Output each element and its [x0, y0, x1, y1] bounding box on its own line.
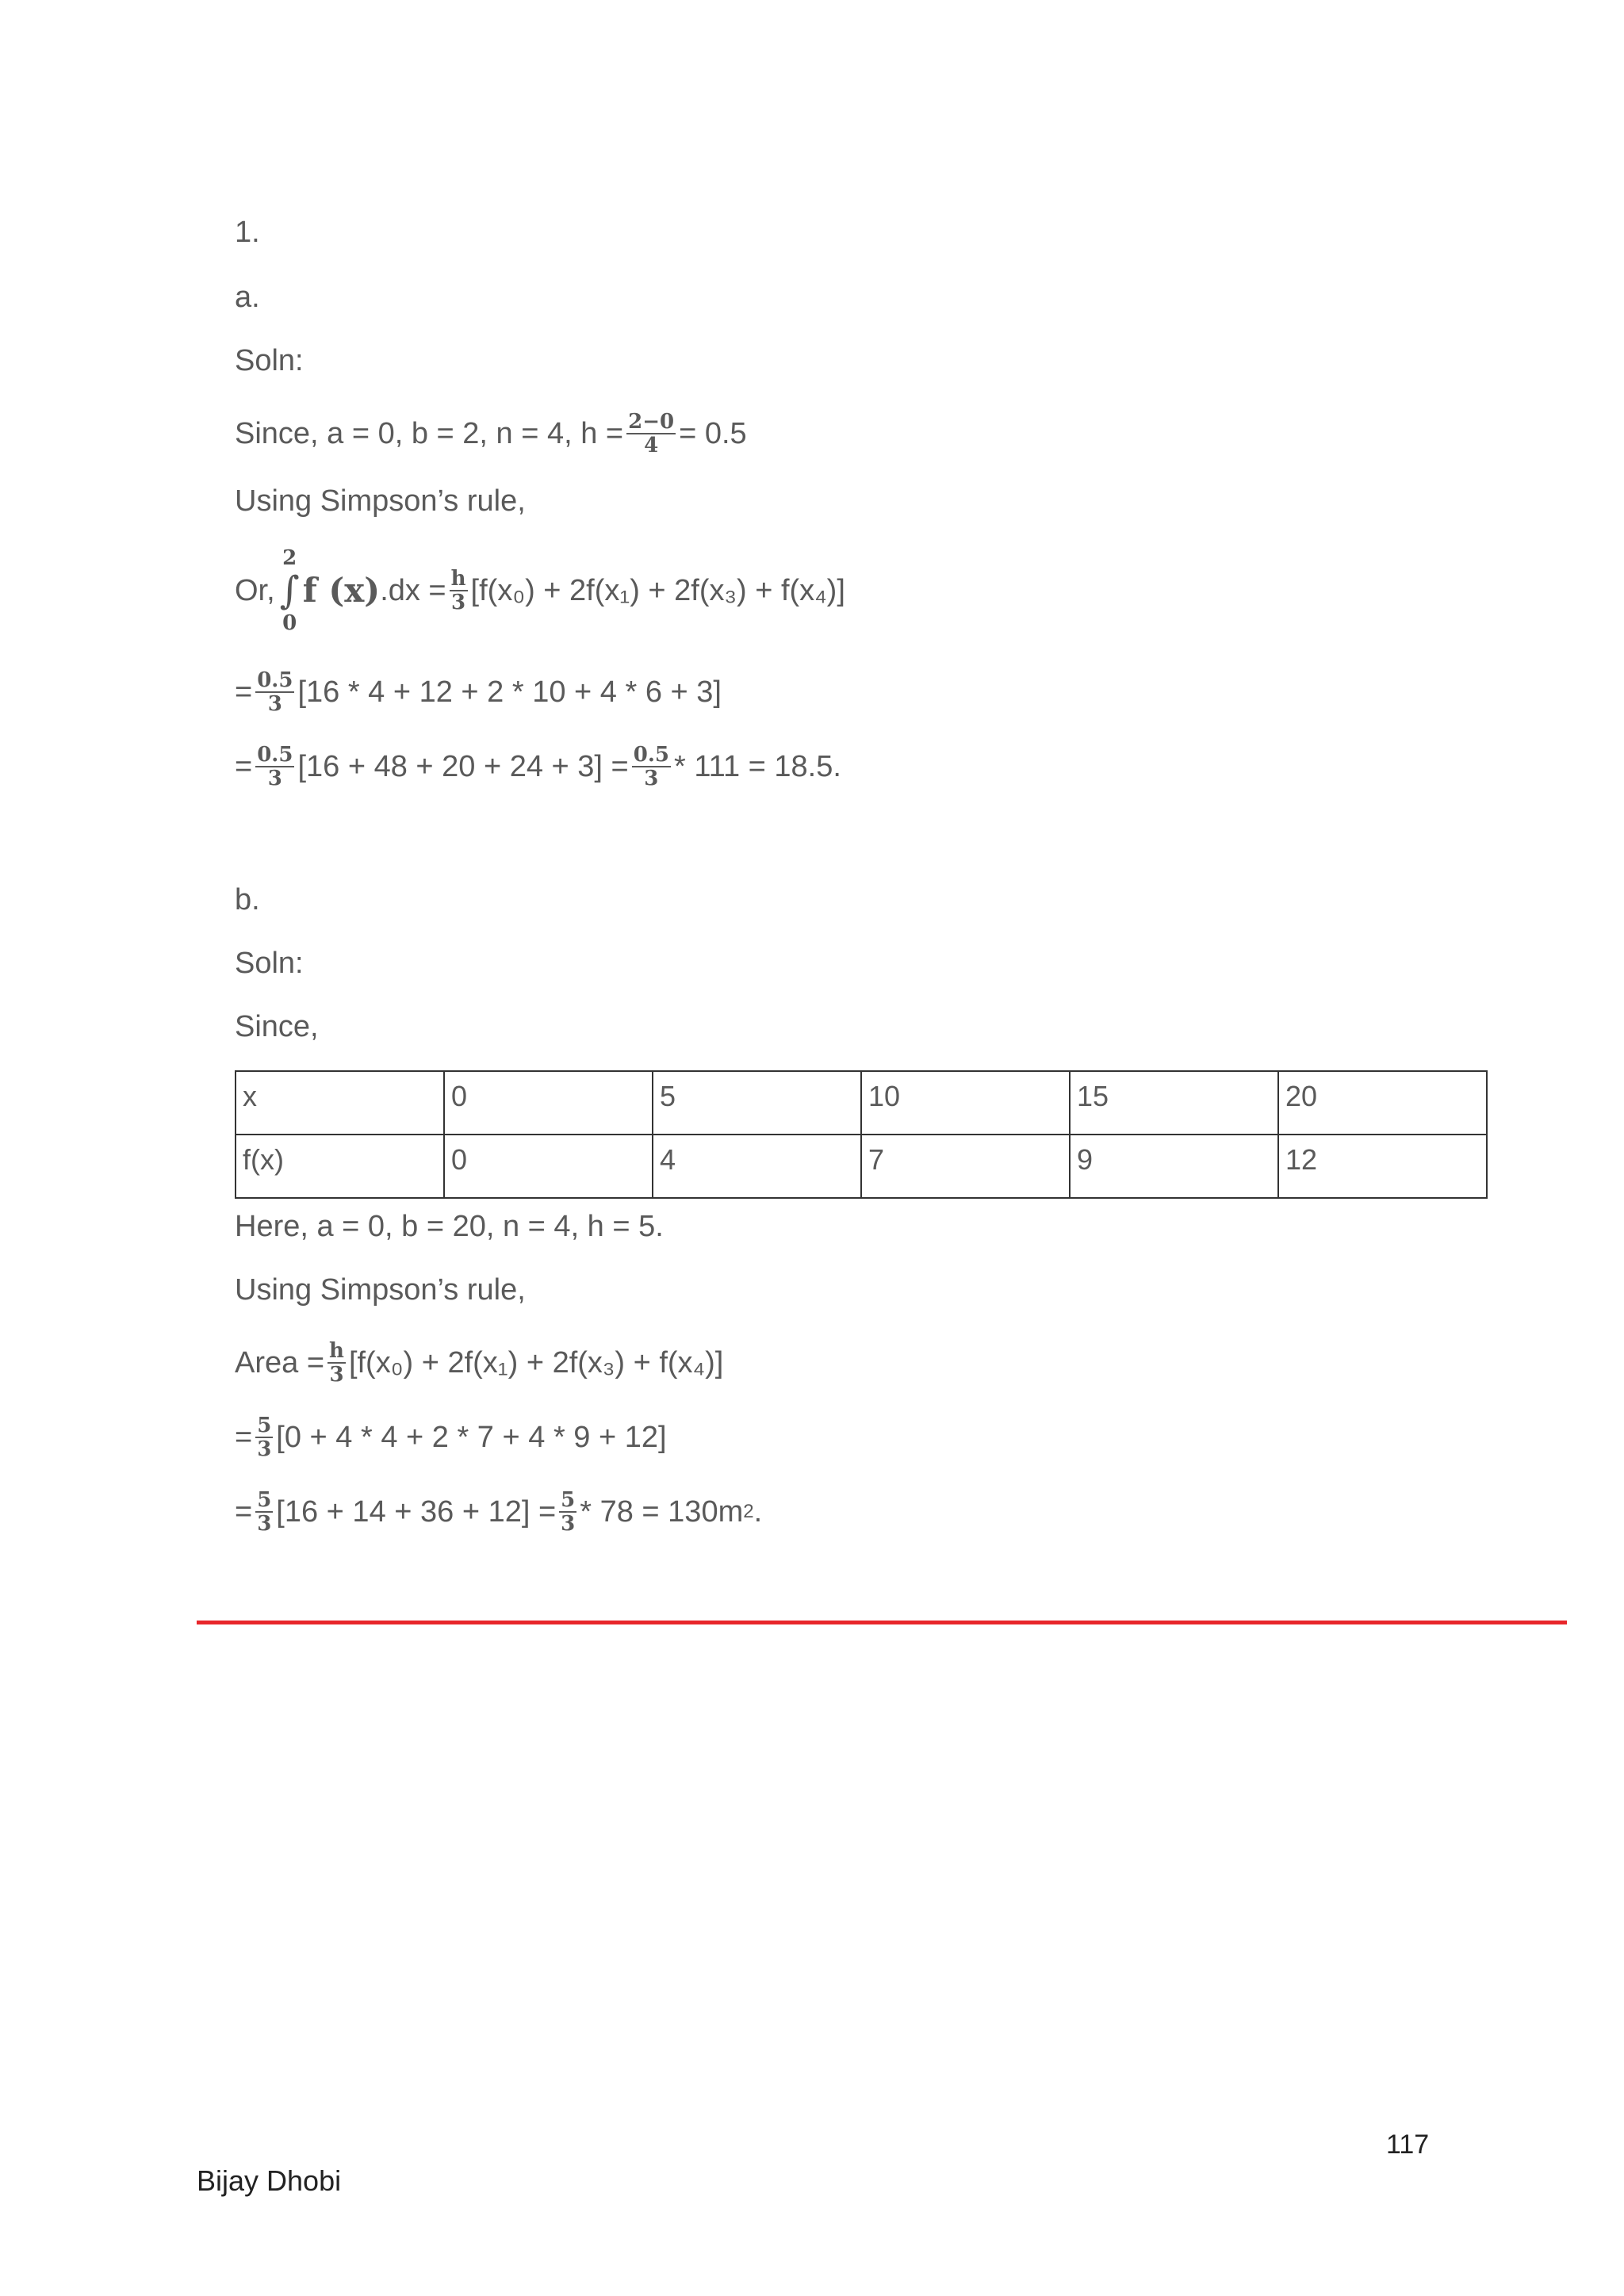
step1-expression: [16 * 4 + 12 + 2 * 10 + 4 * 6 + 3] — [297, 675, 722, 709]
data-table — [235, 1070, 1488, 1199]
step1-fraction — [255, 669, 294, 715]
step2-den: 3 — [267, 767, 282, 790]
b-step2-den: 3 — [257, 1512, 272, 1536]
b-step2-den-2: 3 — [561, 1512, 576, 1536]
step2-expression: [16 + 48 + 20 + 24 + 3] = — [297, 750, 629, 783]
table-row — [236, 1071, 1487, 1135]
equals-sign: = — [235, 750, 253, 783]
table-cell: 7 — [861, 1135, 1070, 1198]
h-fraction-num: 2−0 — [628, 410, 675, 434]
dx-equals: .dx = — [380, 574, 446, 607]
b-step2-num: 5 — [257, 1488, 272, 1512]
part-b-step2 — [235, 1489, 762, 1535]
b-step1-expression: [0 + 4 * 4 + 2 * 7 + 4 * 9 + 12] — [276, 1421, 667, 1454]
part-a-step2 — [235, 744, 841, 790]
step2-den-2: 3 — [644, 767, 659, 790]
since-text: Since, a = 0, b = 2, n = 4, h = — [235, 417, 624, 450]
h-value: = 0.5 — [679, 417, 747, 450]
table-cell: 10 — [861, 1071, 1070, 1135]
h-fraction — [626, 411, 676, 457]
table-cell: 0 — [444, 1071, 653, 1135]
table-cell: f(x) — [236, 1135, 444, 1198]
question-number: 1. — [235, 216, 260, 249]
table-cell: 0 — [444, 1135, 653, 1198]
table-cell: 4 — [653, 1135, 861, 1198]
part-a-integral-line — [235, 543, 845, 638]
table-row — [236, 1135, 1487, 1198]
table-cell: 15 — [1070, 1071, 1278, 1135]
or-text: Or, — [235, 574, 275, 607]
step2-num: 0.5 — [257, 743, 293, 767]
b-step1-fraction — [255, 1414, 273, 1460]
h-fraction-den: 4 — [644, 434, 659, 457]
h-over-3-fraction — [450, 568, 468, 614]
area-formula: [f(x₀) + 2f(x₁) + 2f(x₃) + f(x₄)] — [348, 1346, 724, 1380]
part-a-label: a. — [235, 281, 260, 314]
equals-sign: = — [235, 675, 253, 709]
table-cell: x — [236, 1071, 444, 1135]
equals-sign: = — [235, 1421, 253, 1454]
b-step1-den: 3 — [257, 1437, 272, 1461]
table-cell: 20 — [1278, 1071, 1487, 1135]
part-a-rule: Using Simpson’s rule, — [235, 484, 526, 518]
equals-sign: = — [235, 1495, 253, 1529]
integral-symbol-icon: ∫ — [279, 568, 300, 613]
integral-sign — [280, 546, 300, 635]
step2-num-2: 0.5 — [633, 743, 669, 767]
part-a-soln: Soln: — [235, 344, 304, 377]
part-a-step1 — [235, 669, 722, 715]
b-step2-superscript: 2 — [743, 1501, 754, 1522]
part-a-since-line — [235, 411, 747, 457]
author-name: Bijay Dhobi — [197, 2164, 342, 2197]
simpson-formula: [f(x₀) + 2f(x₁) + 2f(x₃) + f(x₄)] — [470, 574, 845, 607]
area-h-den: 3 — [329, 1363, 344, 1387]
b-step2-result: * 78 = 130m — [580, 1495, 744, 1529]
part-b-since: Since, — [235, 1010, 319, 1043]
integral-upper: 2 — [282, 546, 297, 570]
b-step1-num: 5 — [257, 1414, 272, 1437]
h-over-3-den: 3 — [451, 591, 466, 614]
integral-lower: 0 — [282, 611, 297, 635]
part-b-soln: Soln: — [235, 947, 304, 980]
area-label: Area = — [235, 1346, 325, 1380]
part-b-area-line — [235, 1340, 723, 1386]
table-cell: 9 — [1070, 1135, 1278, 1198]
b-step2-expression: [16 + 14 + 36 + 12] = — [276, 1495, 557, 1529]
b-step2-period: . — [753, 1495, 763, 1529]
table-cell: 12 — [1278, 1135, 1487, 1198]
step1-den: 3 — [267, 692, 282, 716]
integrand: f (x) — [302, 571, 381, 610]
page-number: 117 — [1386, 2130, 1430, 2160]
table-cell: 5 — [653, 1071, 861, 1135]
b-step2-fraction-2 — [559, 1489, 576, 1535]
area-h-fraction — [327, 1340, 346, 1386]
area-h-num: h — [329, 1339, 344, 1363]
h-over-3-num: h — [450, 567, 466, 591]
step1-num: 0.5 — [257, 668, 293, 692]
b-step2-fraction — [255, 1489, 273, 1535]
step2-fraction — [255, 744, 294, 790]
part-b-step1 — [235, 1414, 667, 1460]
b-step2-num-2: 5 — [561, 1488, 576, 1512]
step2-result: * 111 = 18.5. — [673, 750, 841, 783]
part-b-here: Here, a = 0, b = 20, n = 4, h = 5. — [235, 1210, 664, 1243]
part-b-rule: Using Simpson’s rule, — [235, 1273, 526, 1307]
red-divider — [197, 1621, 1567, 1624]
part-b-label: b. — [235, 883, 260, 916]
step2-fraction-2 — [632, 744, 671, 790]
